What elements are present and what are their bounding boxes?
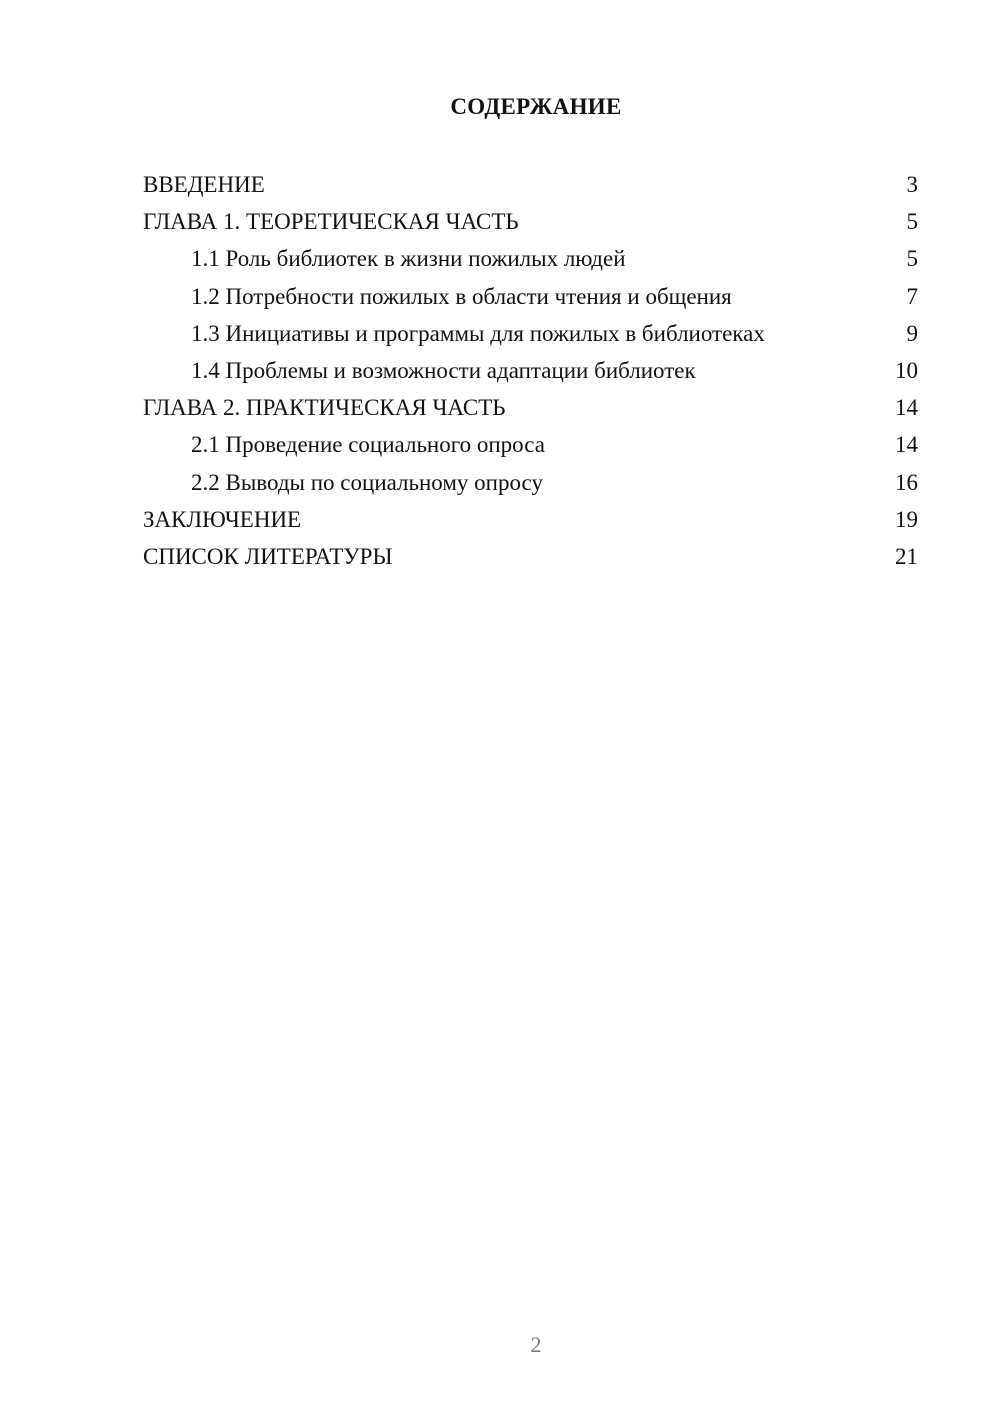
toc-entry-introduction[interactable] <box>143 166 918 203</box>
toc-entry-page: 10 <box>895 357 918 383</box>
toc-entry-page: 21 <box>895 543 918 569</box>
toc-entry-page: 7 <box>906 283 918 309</box>
toc-entry-section-1-1[interactable] <box>143 240 918 277</box>
toc-entry-label: 1.4 Проблемы и возможности адаптации библиотек <box>191 357 696 383</box>
toc-entry-page: 14 <box>895 432 918 458</box>
toc-entry-label: ГЛАВА 1. ТЕОРЕТИЧЕСКАЯ ЧАСТЬ <box>143 209 519 235</box>
toc-entry-section-1-2[interactable] <box>143 278 918 315</box>
toc-entry-page: 5 <box>906 209 918 235</box>
toc-entry-label: 2.2 Выводы по социальному опросу <box>191 469 543 495</box>
toc-title: СОДЕРЖАНИЕ <box>450 94 622 119</box>
toc-entry-page: 19 <box>895 506 918 532</box>
toc-entry-page: 9 <box>906 320 918 346</box>
toc-entry-label: СПИСОК ЛИТЕРАТУРЫ <box>143 543 393 569</box>
toc-entry-label: ЗАКЛЮЧЕНИЕ <box>143 506 302 532</box>
toc-entry-page: 3 <box>906 172 918 197</box>
toc-entry-page: 5 <box>906 246 918 272</box>
toc-entry-page: 16 <box>895 469 918 495</box>
toc-entry-chapter-2[interactable] <box>143 389 918 426</box>
toc-entry-page: 14 <box>895 395 918 421</box>
toc-entry-section-2-1[interactable] <box>143 426 918 463</box>
toc-entry-label: 1.2 Потребности пожилых в области чтения и общения <box>191 283 732 309</box>
toc-entry-section-1-4[interactable] <box>143 352 918 389</box>
toc-entry-section-2-2[interactable] <box>143 464 918 501</box>
toc-entry-chapter-1[interactable] <box>143 203 918 240</box>
toc-entry-label: 1.1 Роль библиотек в жизни пожилых людей <box>191 246 626 272</box>
table-of-contents <box>143 166 918 575</box>
toc-entry-conclusion[interactable] <box>143 501 918 538</box>
toc-entry-label: ВВЕДЕНИЕ <box>143 172 265 197</box>
toc-entry-section-1-3[interactable] <box>143 315 918 352</box>
toc-entry-label: 2.1 Проведение социального опроса <box>191 432 545 458</box>
toc-entry-label: ГЛАВА 2. ПРАКТИЧЕСКАЯ ЧАСТЬ <box>143 395 506 421</box>
page-number: 2 <box>530 1332 542 1357</box>
toc-entry-label: 1.3 Инициативы и программы для пожилых в библиотеках <box>191 320 765 346</box>
toc-entry-references[interactable] <box>143 538 918 575</box>
